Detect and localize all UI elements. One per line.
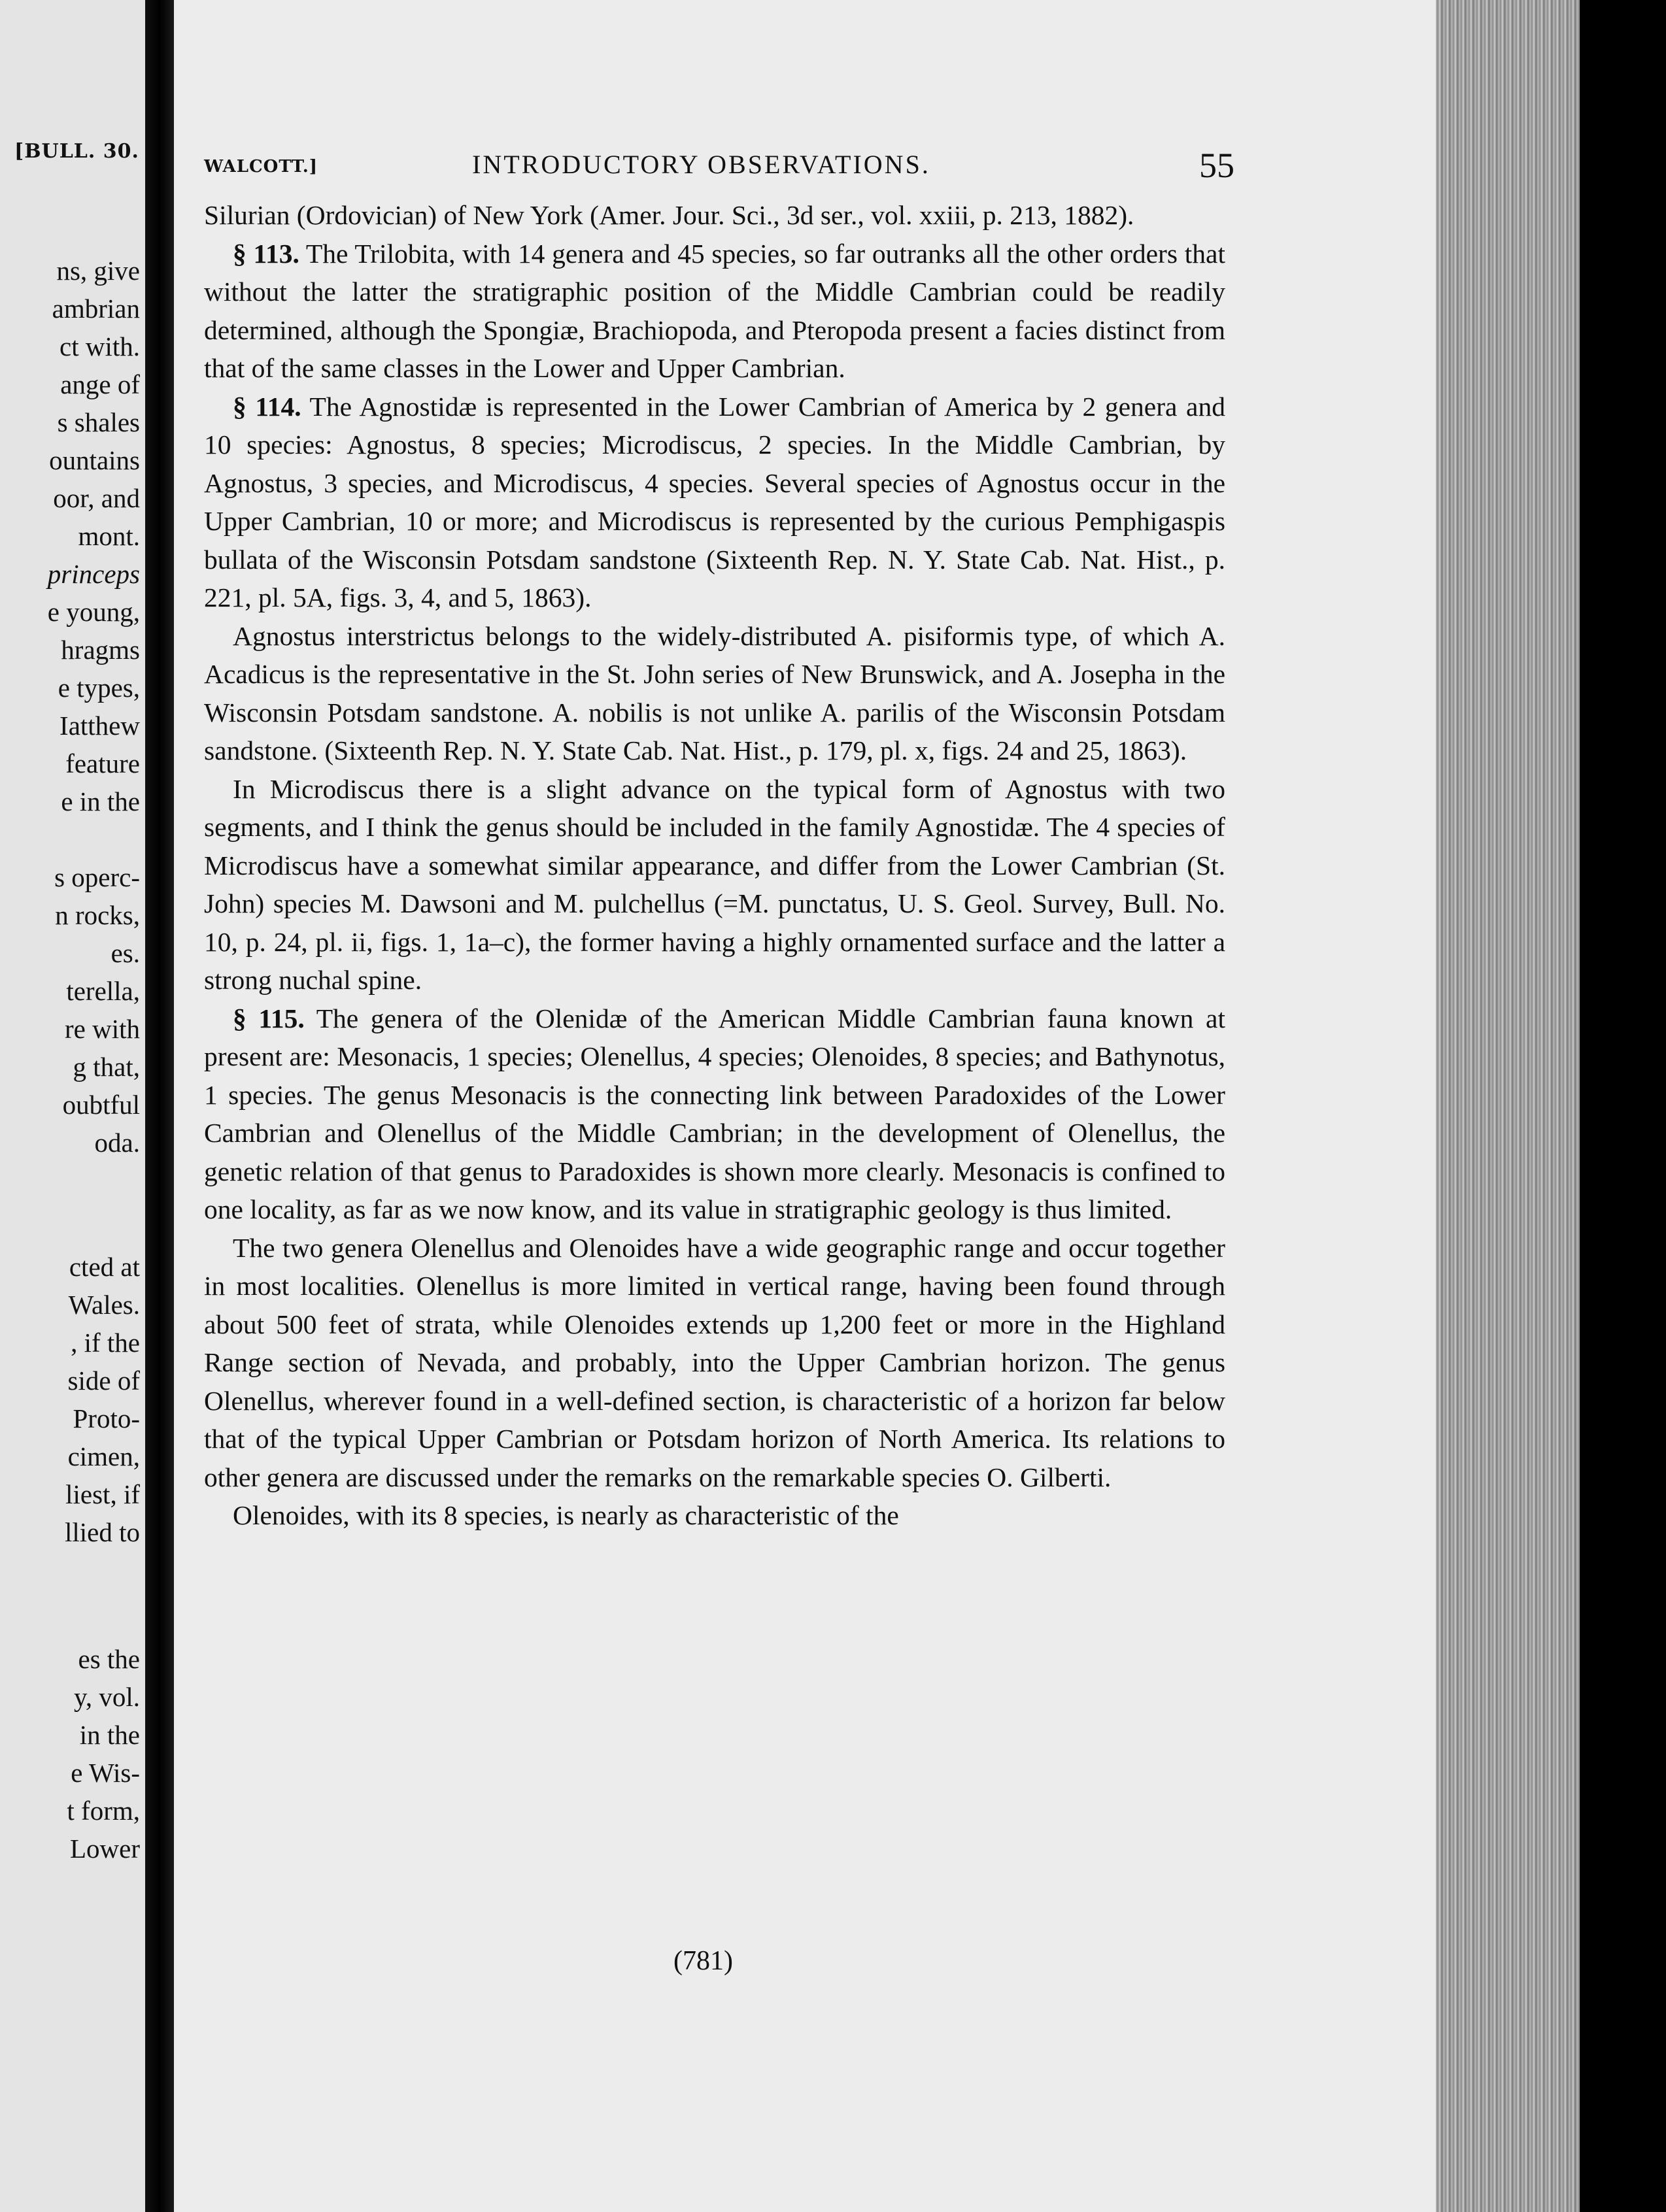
left-facing-page <box>0 0 145 2212</box>
left-page-line: in the <box>79 1720 140 1750</box>
left-page-line: e young, <box>47 597 140 627</box>
paragraph-microdiscus <box>204 770 1225 999</box>
left-page-line: feature <box>65 748 140 779</box>
left-page-line: oor, and <box>53 483 140 513</box>
section-number: § 115. <box>233 1003 305 1033</box>
left-page-line: liest, if <box>65 1479 140 1509</box>
left-page-line: es the <box>78 1644 140 1674</box>
left-page-line: , if the <box>71 1328 140 1358</box>
paragraph-section-114 <box>204 388 1225 617</box>
left-page-line: side of <box>67 1366 140 1396</box>
book-gutter <box>145 0 174 2212</box>
left-page-line: Proto- <box>73 1403 140 1433</box>
left-page-line: ambrian <box>52 293 140 324</box>
left-page-line: terella, <box>66 976 140 1006</box>
left-page-line: ountains <box>49 445 140 475</box>
left-page-line: Wales. <box>68 1290 140 1320</box>
left-page-line: s shales <box>57 407 140 437</box>
left-page-line: princeps <box>47 559 140 589</box>
left-page-line: ange of <box>60 369 140 399</box>
left-page-line: g that, <box>73 1052 140 1082</box>
left-page-line: Lower <box>69 1834 140 1864</box>
left-page-line: ns, give <box>56 256 140 286</box>
left-page-line: e types, <box>58 673 140 703</box>
left-page-line: e Wis- <box>71 1758 140 1788</box>
left-page-line: e in the <box>61 786 140 816</box>
paragraph-text: The genera of the Olenidæ of the American Middle Cambrian fauna known at present are: Mesonacis, 1 species; Olenellus, 4 species; Olenoides, 8 species; and Bathynotus, 1 species. The genus Mesonacis is the connecting link between Paradoxides of the Lower Cambrian and Olenellus of the Middle Cambrian; in the development of Olenellus, the genetic relation of that genus to Paradoxides is shown more clearly. Mesonacis is confined to one locality, as far as we now know, and its value in stratigraphic geology is thus limited. <box>204 1003 1225 1224</box>
section-number: § 113. <box>233 238 299 269</box>
paragraph-text: Agnostus interstrictus belongs to the widely-distributed A. pisiformis type, of which A. Acadicus is the representative in the St. John series of New Brunswick, and A. Josepha in the Wisconsin Potsdam sandstone. A. nobilis is not unlike A. parilis of the Wisconsin Potsdam sandstone. (Sixteenth Rep. N. Y. State Cab. Nat. Hist., p. 179, pl. x, figs. 24 and 25, 1863). <box>204 620 1225 765</box>
paragraph-olenoides <box>204 1496 1225 1535</box>
paragraph-text: Silurian (Ordovician) of New York (Amer. Jour. Sci., 3d ser., vol. xxiii, p. 213, 1882). <box>204 200 1134 230</box>
paragraph-text: In Microdiscus there is a slight advance on the typical form of Agnostus with two segments, and I think the genus should be included in the family Agnostidæ. The 4 species of Microdiscus have a somewhat similar appearance, and differ from the Lower Cambrian (St. John) species M. Dawsoni and M. pulchellus (=M. punctatus, U. S. Geol. Survey, Bull. No. 10, p. 24, pl. ii, figs. 1, 1a–c), the former having a highly ornamented surface and the latter a strong nuchal spine. <box>204 773 1225 995</box>
section-number: § 114. <box>233 391 301 422</box>
left-page-line: hragms <box>61 635 140 665</box>
paragraph-text: The Agnostidæ is represented in the Lower Cambrian of America by 2 genera and 10 species: Agnostus, 8 species; Microdiscus, 2 species. In the Middle Cambrian, by Agnostus, 3 species, and Microdiscus, 4 species. Several species of Agnostus occur in the Upper Cambrian, 10 or more; and Microdiscus is represented by the curious Pemphigaspis bullata of the Wisconsin Potsdam sandstone (Sixteenth Rep. N. Y. State Cab. Nat. Hist., p. 221, pl. 5A, figs. 3, 4, and 5, 1863). <box>204 391 1225 612</box>
scan-border <box>1580 0 1666 2212</box>
left-page-text-fragments <box>0 0 145 2212</box>
paragraph-agnostus <box>204 617 1225 770</box>
paragraph-section-113 <box>204 235 1225 388</box>
page-number: 55 <box>1199 146 1234 185</box>
left-page-line: re with <box>65 1014 140 1044</box>
left-page-line: y, vol. <box>74 1682 140 1712</box>
left-page-line: cimen, <box>67 1441 140 1471</box>
paragraph-section-115 <box>204 999 1225 1229</box>
folio-number: (781) <box>673 1946 733 1976</box>
left-page-line: llied to <box>64 1517 140 1547</box>
left-page-line: oda. <box>94 1128 140 1158</box>
left-page-line: es. <box>110 938 140 968</box>
left-page-line: n rocks, <box>55 900 140 930</box>
left-page-line: oubtful <box>62 1090 140 1120</box>
running-head <box>204 146 1234 188</box>
paragraph-text: Olenoides, with its 8 species, is nearly as characteristic of the <box>233 1500 899 1530</box>
paragraph-two-genera <box>204 1229 1225 1497</box>
running-head-author: WALCOTT.] <box>204 157 318 176</box>
left-page-line: t form, <box>67 1796 140 1826</box>
left-page-line: s operc- <box>54 862 140 892</box>
left-page-header: [BULL. 30. <box>14 140 139 163</box>
paragraph-text: The two genera Olenellus and Olenoides have a wide geographic range and occur together in most localities. Olenellus is more limited in vertical range, having been found through about 500 feet of strata, while Olenoides extends up 1,200 feet or more in the Highland Range section of Nevada, and probably, into the Upper Cambrian horizon. The genus Olenellus, wherever found in a well-defined section, is characteristic of a horizon far below that of the typical Upper Cambrian or Potsdam horizon of North America. Its relations to other genera are discussed under the remarks on the remarkable species O. Gilberti. <box>204 1232 1225 1492</box>
left-page-line: Iatthew <box>60 711 140 741</box>
running-head-title: INTRODUCTORY OBSERVATIONS. <box>472 150 930 179</box>
left-page-line: cted at <box>69 1252 140 1282</box>
page-edges <box>1436 0 1580 2212</box>
paragraph-text: The Trilobita, with 14 genera and 45 species, so far outranks all the other orders that without the latter the stratigraphic position of the Middle Cambrian could be readily determined, although the Spongiæ, Brachiopoda, and Pteropoda present a facies distinct from that of the same classes in the Lower and Upper Cambrian. <box>204 238 1225 383</box>
page-body <box>204 196 1225 1535</box>
paragraph-continued <box>204 196 1225 235</box>
left-page-line: ct with. <box>60 331 140 361</box>
left-page-line: mont. <box>78 521 140 551</box>
